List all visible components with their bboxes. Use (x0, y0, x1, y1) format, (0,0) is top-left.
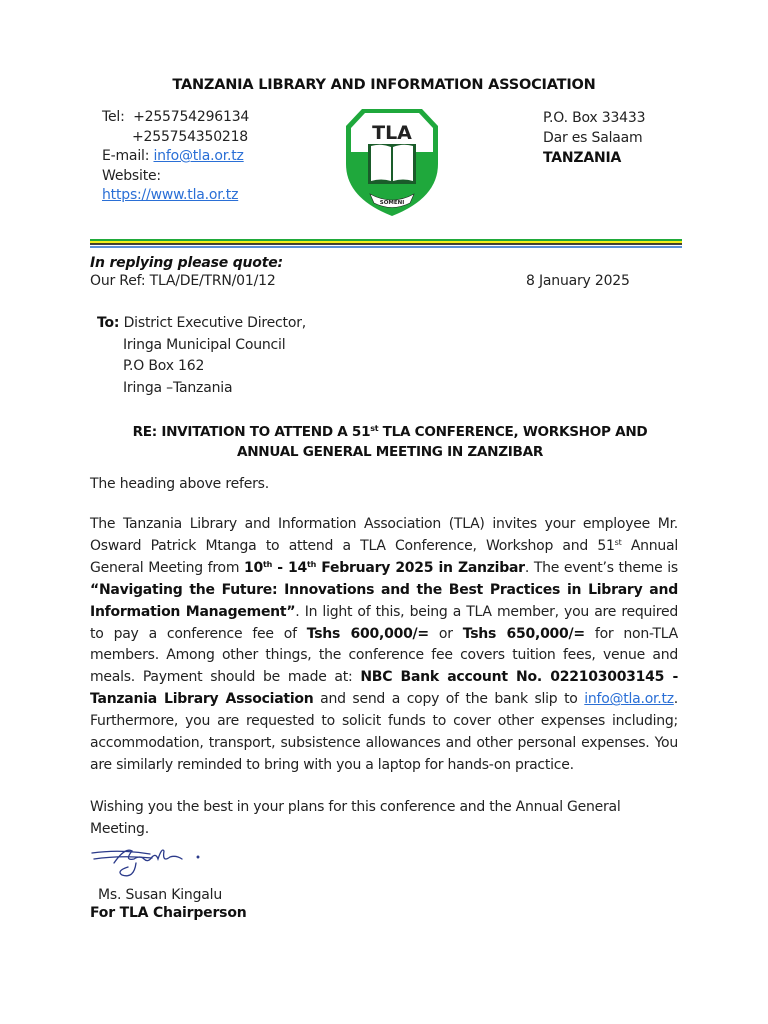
recipient-line-4: Iringa –Tanzania (123, 379, 233, 396)
tel-label: Tel: (102, 109, 125, 125)
signer-name: Ms. Susan Kingalu (98, 887, 223, 903)
member-fee: Tshs 600,000/= (306, 625, 429, 642)
event-dates: 10th - 14th February 2025 in Zanzibar (244, 559, 525, 576)
svg-text:TLA: TLA (372, 122, 412, 144)
signature-icon (90, 843, 210, 885)
tel-line (102, 108, 249, 128)
svg-text:SOMENI: SOMENI (379, 200, 405, 206)
open-book-icon (368, 144, 416, 184)
letter-body: The Tanzania Library and Information Association (TLA) invites your employee Mr. Osward Patrick Mtanga to attend a TLA Conference, Workshop and 51st Annual General Meeting from 10th - 14th February 2025 in Zanzibar. The event’s theme is “Navigating the Future: Innovations and the Best Practices in Library and Information Management”. In light of this, being a TLA member, you are required to pay a conference fee of Tshs 600,000/= or Tshs 650,000/= for non-TLA members. Among other things, the conference fee covers tuition fees, venue and meals. Payment should be made at: NBC Bank account No. 022103003145 - Tanzania Library Association and send a copy of the bank slip to info@tla.or.tz. Furthermore, you are requested to solicit funds to cover other expenses including; accommodation, transport, subsistence allowances and other personal expenses. You are similarly reminded to bring with you a laptop for hands-on practice. (90, 516, 678, 773)
body-email-link[interactable]: info@tla.or.tz (584, 691, 674, 708)
website-label: Website: (102, 167, 161, 184)
letter-date: 8 January 2025 (526, 273, 630, 289)
website-link[interactable]: https://www.tla.or.tz (102, 187, 239, 203)
recipient-line-3: P.O Box 162 (123, 358, 205, 374)
email-label: E-mail: (102, 148, 150, 164)
tel-number-2: +255754350218 (132, 128, 249, 145)
signer-role: For TLA Chairperson (90, 905, 247, 921)
to-label: To: (97, 315, 120, 331)
city: Dar es Salaam (543, 130, 643, 146)
bank-account: NBC Bank account No. 022103003145 - Tanzania Library Association (90, 669, 678, 708)
closing-line: Wishing you the best in your plans for this conference and the Annual General Meeting. (90, 799, 621, 837)
recipient-address (97, 313, 306, 399)
recipient-line-1: District Executive Director, (123, 315, 307, 331)
contact-block (102, 108, 249, 206)
country: TANZANIA (543, 150, 622, 166)
po-box: P.O. Box 33433 (543, 110, 646, 126)
event-theme: “Navigating the Future: Innovations and the Best Practices in Library and Information Management” (90, 581, 678, 620)
recipient-line-2: Iringa Municipal Council (123, 336, 286, 353)
email-line (102, 147, 249, 167)
tla-shield-icon (344, 106, 440, 218)
tel-number-1: +255754296134 (133, 109, 250, 125)
reply-quote-label: In replying please quote: (90, 255, 283, 271)
organization-title: TANZANIA LIBRARY AND INFORMATION ASSOCIATION (172, 77, 596, 93)
heading-reference: The heading above refers. (90, 476, 270, 492)
non-member-fee: Tshs 650,000/= (462, 625, 585, 642)
subject-heading: RE: INVITATION TO ATTEND A 51st TLA CONFERENCE, WORKSHOP AND ANNUAL GENERAL MEETING IN ZANZIBAR (132, 424, 648, 460)
letterhead-divider (90, 239, 682, 248)
our-reference: Our Ref: TLA/DE/TRN/01/12 (90, 273, 276, 289)
email-link[interactable]: info@tla.or.tz (153, 148, 244, 164)
tla-logo (344, 106, 440, 218)
address-block (543, 108, 645, 168)
